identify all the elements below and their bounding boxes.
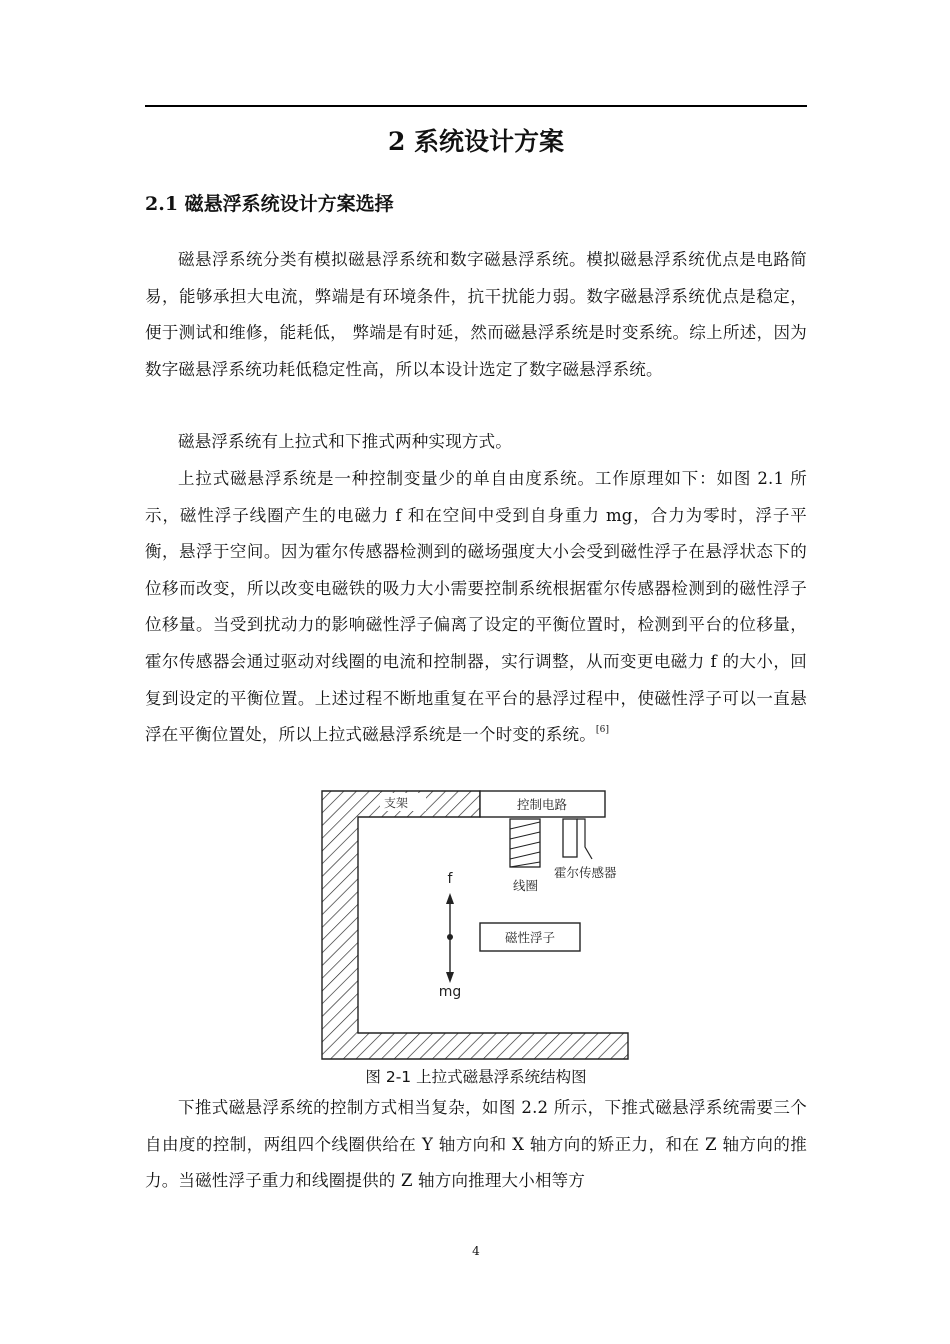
figure-caption: 图 2-1 上拉式磁悬浮系统结构图	[365, 1068, 587, 1086]
figure-maglev-structure	[320, 789, 630, 1061]
gravity-mg-label: mg	[438, 984, 462, 1000]
maglev-structure-diagram	[320, 789, 630, 1061]
paragraph-2: 磁悬浮系统有上拉式和下推式两种实现方式。	[178, 432, 512, 451]
force-arrows-icon	[446, 893, 454, 983]
header-rule	[145, 105, 807, 107]
bracket-label: 支架	[384, 796, 409, 810]
paragraph-3-text: 上拉式磁悬浮系统是一种控制变量少的单自由度系统。工作原理如下：如图 2.1 所示，磁性浮子线圈产生的电磁力 f 和在空间中受到自身重力 mg，合力为零时，浮子平衡，悬浮于空间。因为霍尔传感器检测到的磁场强度大小会受到磁性浮子在悬浮状态下的位移而改变，所以改变电磁铁的吸力大小需要控制系统根据霍尔传感器检测到的磁性浮子位移量。当受到扰动力的影响磁性浮子偏离了设定的平衡位置时，检测到平台的位移量，霍尔传感器会通过驱动对线圈的电流和控制器，实行调整，从而变更电磁力 f 的大小，回复到设定的平衡位置。上述过程不断地重复在平台的悬浮过程中，使磁性浮子可以一直悬浮在平衡位置处，所以上拉式磁悬浮系统是一个时变的系统。	[145, 469, 807, 745]
coil-icon	[510, 819, 540, 867]
citation-6: [6]	[595, 725, 610, 736]
magnetic-float-label: 磁性浮子	[504, 930, 556, 945]
force-f-label: f	[447, 871, 453, 887]
chapter-title: 2 系统设计方案	[387, 127, 565, 156]
paragraph-3	[145, 461, 807, 754]
paragraph-4: 下推式磁悬浮系统的控制方式相当复杂，如图 2.2 所示，下推式磁悬浮系统需要三个自由度的控制，两组四个线圈供给在 Y 轴方向和 X 轴方向的矫正力，和在 Z 轴方向的推力。当磁性浮子重力和线圈提供的 Z 轴方向推理大小相等方	[145, 1098, 807, 1191]
coil-label: 线圈	[513, 878, 539, 893]
hall-sensor-icon	[563, 819, 592, 859]
section-title: 2.1 磁悬浮系统设计方案选择	[145, 193, 394, 215]
page-number: 4	[472, 1244, 480, 1258]
paragraph-1: 磁悬浮系统分类有模拟磁悬浮系统和数字磁悬浮系统。模拟磁悬浮系统优点是电路简易，能够承担大电流，弊端是有环境条件，抗干扰能力弱。数字磁悬浮系统优点是稳定，便于测试和维修，能耗低， 弊端是有时延，然而磁悬浮系统是时变系统。综上所述，因为数字磁悬浮系统功耗低稳定性高，所以本设计选定了数字磁悬浮系统。	[145, 250, 807, 379]
control-circuit-label: 控制电路	[516, 797, 568, 812]
hall-sensor-label: 霍尔传感器	[554, 865, 617, 880]
bracket-frame	[322, 791, 628, 1059]
